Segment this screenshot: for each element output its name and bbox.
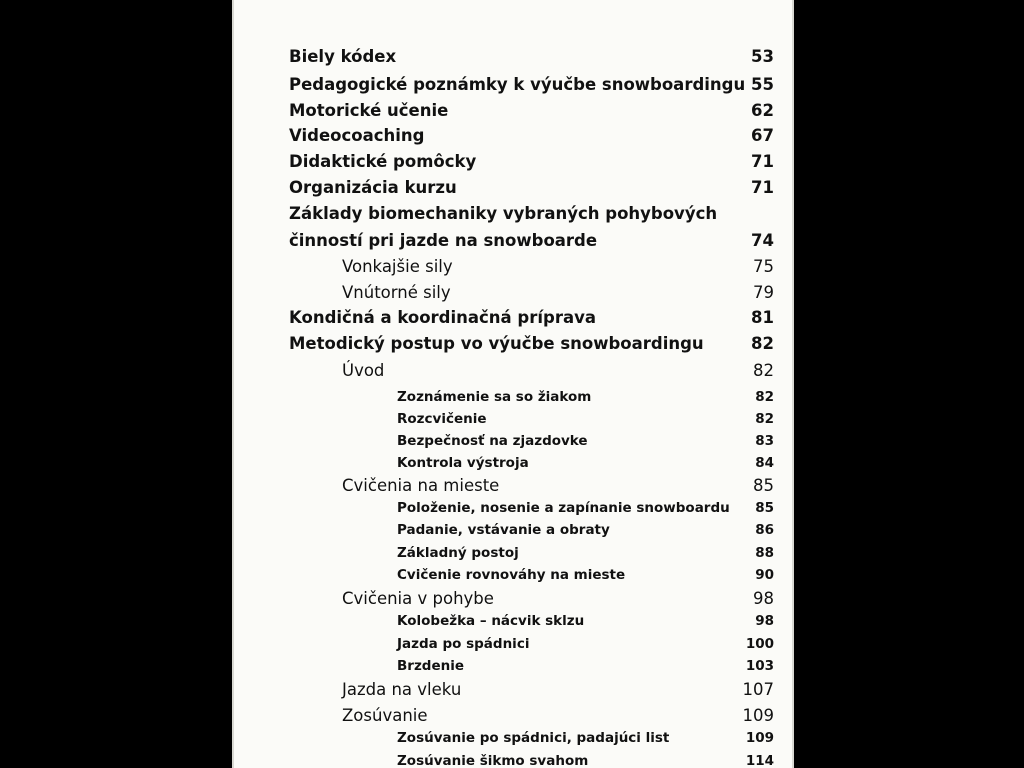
toc-entry-page: 114 (745, 753, 774, 768)
toc-entry-page: 81 (751, 308, 774, 327)
toc-entry-page: 79 (753, 283, 774, 302)
toc-entry-page: 75 (753, 257, 774, 276)
toc-entry-title: Kolobežka – nácvik sklzu (397, 613, 585, 629)
toc-entry (232, 306, 794, 330)
toc-entry-page: 86 (755, 522, 774, 538)
toc-entry-page: 98 (755, 613, 774, 629)
toc-entry-title: Vonkajšie sily (342, 257, 453, 276)
toc-entry-page: 98 (753, 589, 774, 608)
toc-entry-title: činností pri jazde na snowboarde (289, 231, 598, 250)
toc-entry-page: 71 (751, 152, 774, 171)
toc-entry (232, 45, 794, 69)
toc-entry-page: 55 (751, 75, 774, 94)
toc-entry (232, 609, 794, 633)
toc-entry (232, 385, 794, 409)
toc-entry (232, 202, 794, 226)
toc-entry (232, 332, 794, 356)
toc-entry (232, 726, 794, 750)
toc-entry (232, 99, 794, 123)
toc-entry-page: 62 (751, 101, 774, 120)
toc-entry-page: 100 (745, 636, 774, 652)
toc-entry-title: Zosúvanie po spádnici, padajúci list (397, 730, 670, 746)
toc-entry-title: Biely kódex (289, 47, 397, 66)
toc-entry-title: Vnútorné sily (342, 283, 451, 302)
toc-entry-title: Zosúvanie (342, 706, 428, 725)
toc-entry (232, 451, 794, 475)
toc-entry (232, 563, 794, 587)
toc-entry-title: Cvičenia v pohybe (342, 589, 494, 608)
toc-entry-title: Motorické učenie (289, 101, 449, 120)
toc-entry (232, 632, 794, 656)
toc-entry (232, 518, 794, 542)
toc-entry-title: Kontrola výstroja (397, 455, 529, 471)
toc-entry (232, 150, 794, 174)
toc-entry (232, 654, 794, 678)
toc-entry-page: 82 (751, 334, 774, 353)
toc-entry-title: Jazda po spádnici (397, 636, 530, 652)
toc-entry-title: Metodický postup vo výučbe snowboardingu (289, 334, 704, 353)
toc-entry-page: 107 (742, 680, 774, 699)
toc-entry-page: 74 (751, 231, 774, 250)
toc-entry-page: 82 (755, 411, 774, 427)
toc-entry-page: 103 (745, 658, 774, 674)
toc-entry-title: Základy biomechaniky vybraných pohybových (289, 204, 718, 223)
toc-entry-title: Didaktické pomôcky (289, 152, 477, 171)
toc-entry (232, 176, 794, 200)
toc-entry (232, 678, 794, 702)
toc-entry-page: 71 (751, 178, 774, 197)
toc-entry (232, 749, 794, 768)
toc-entry-page: 109 (745, 730, 774, 746)
toc-entry-page: 82 (755, 389, 774, 405)
toc-entry-title: Kondičná a koordinačná príprava (289, 308, 596, 327)
toc-entry-title: Cvičenie rovnováhy na mieste (397, 567, 626, 583)
toc-entry-title: Bezpečnosť na zjazdovke (397, 433, 588, 449)
toc-entry-title: Zoznámenie sa so žiakom (397, 389, 592, 405)
toc-entry (232, 429, 794, 453)
book-page (232, 0, 794, 768)
toc-entry-page: 85 (753, 476, 774, 495)
toc-entry (232, 474, 794, 498)
toc-entry-page: 53 (751, 47, 774, 66)
toc-entry-title: Rozcvičenie (397, 411, 487, 427)
toc-entry (232, 281, 794, 305)
toc-entry-page: 90 (755, 567, 774, 583)
toc-entry (232, 359, 794, 383)
toc-entry-title: Organizácia kurzu (289, 178, 457, 197)
toc-entry (232, 704, 794, 728)
toc-entry-page: 85 (755, 500, 774, 516)
toc-entry (232, 587, 794, 611)
toc-entry (232, 124, 794, 148)
toc-entry-title: Položenie, nosenie a zapínanie snowboardu (397, 500, 730, 516)
toc-entry-title: Pedagogické poznámky k výučbe snowboardingu (289, 75, 746, 94)
toc-entry-page: 82 (753, 361, 774, 380)
toc-entry-page: 88 (755, 545, 774, 561)
toc-entry (232, 407, 794, 431)
toc-entry-page: 83 (755, 433, 774, 449)
toc-entry (232, 229, 794, 253)
toc-entry-title: Úvod (342, 361, 385, 380)
toc-entry-title: Základný postoj (397, 545, 519, 561)
toc-entry-title: Jazda na vleku (342, 680, 462, 699)
toc-entry (232, 73, 794, 97)
toc-entry (232, 496, 794, 520)
toc-entry-page: 67 (751, 126, 774, 145)
toc-entry (232, 255, 794, 279)
toc-entry-title: Cvičenia na mieste (342, 476, 500, 495)
toc-entry-page: 109 (742, 706, 774, 725)
toc-entry-title: Videocoaching (289, 126, 425, 145)
toc-entry-title: Zosúvanie šikmo svahom (397, 753, 589, 768)
toc-entry-page: 84 (755, 455, 774, 471)
toc-entry-title: Padanie, vstávanie a obraty (397, 522, 610, 538)
toc-entry (232, 541, 794, 565)
toc-entry-title: Brzdenie (397, 658, 465, 674)
